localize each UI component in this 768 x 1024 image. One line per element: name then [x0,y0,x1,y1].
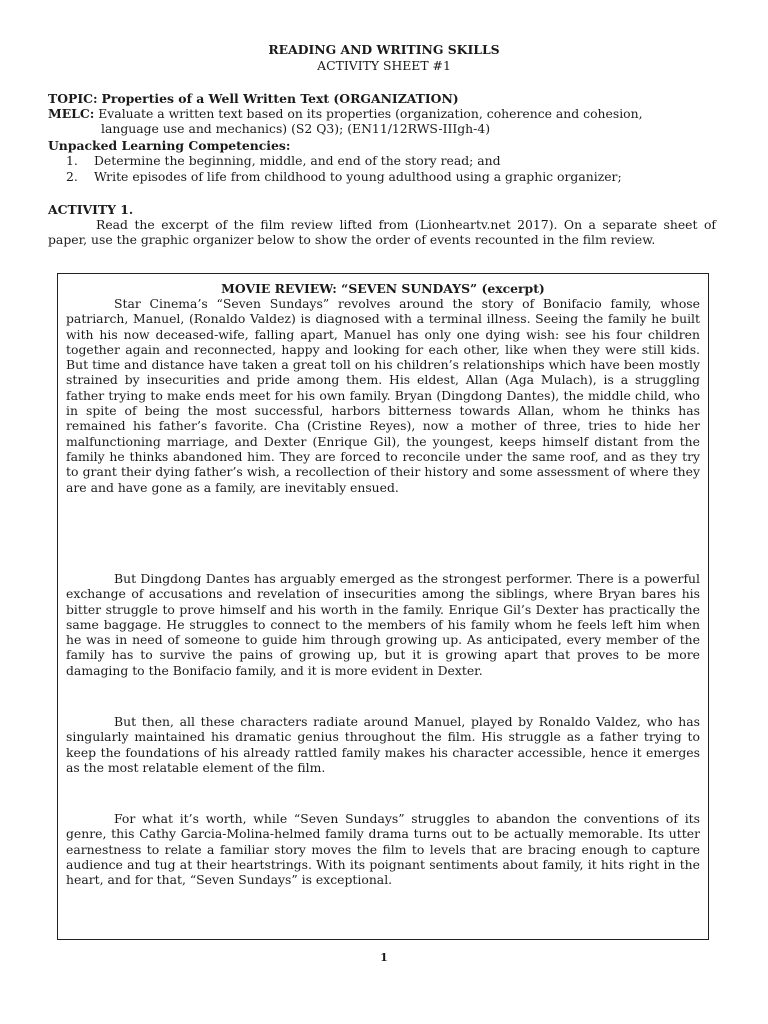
activity-instructions: Read the excerpt of the film review lifted from (Lionheartv.net 2017). On a separate sheet of paper, use the graphic organizer below to show the order of events recounted in the film review. [48,217,716,248]
competency-item [66,153,746,168]
competency-number: 1. [66,153,78,168]
review-paragraph: For what it’s worth, while “Seven Sundays” struggles to abandon the conventions of its genre, this Cathy Garcia-Molina-helmed family drama turns out to be actually memorable. Its utter earnestness to relate a familiar story moves the film to levels that are bracing enough to capture audience and tug at their heartstrings. With its poignant sentiments about family, it hits right in the heart, and for that, “Seven Sundays” is exceptional. [66,811,700,888]
document-title: READING AND WRITING SKILLS [268,42,500,57]
document-subtitle: ACTIVITY SHEET #1 [317,58,451,73]
melc-line-2: language use and mechanics) (S2 Q3); (EN11/12RWS-IIIgh-4) [101,121,491,137]
competency-number: 2. [66,169,78,184]
activity-heading: ACTIVITY 1. [48,202,134,217]
review-paragraph: Star Cinema’s “Seven Sundays” revolves around the story of Bonifacio family, whose patriarch, Manuel, (Ronaldo Valdez) is diagnosed with a terminal illness. Seeing the family he built with his now deceased-wife, falling apart, Manuel has only one dying wish: see his four children together again and reconnected, happy and looking for each other, like when they were still kids. But time and distance have taken a great toll on his children’s relationships which have been mostly strained by insecurities and pride among them. His eldest, Allan (Aga Mulach), is a struggling father trying to make ends meet for his own family. Bryan (Dingdong Dantes), the middle child, who in spite of being the most successful, harbors bitterness towards Allan, whom he thinks has remained his father’s favorite. Cha (Cristine Reyes), now a mother of three, tries to hide her malfunctioning marriage, and Dexter (Enrique Gil), the youngest, keeps himself distant from the family he thinks abandoned him. They are forced to reconcile under the same roof, and as they try to grant their dying father’s wish, a recollection of their history and some assessment of where they are and have gone as a family, are inevitably ensued. [66,296,700,495]
melc-block [48,106,728,137]
topic-label: TOPIC: [48,91,98,106]
melc-label: MELC: [48,106,95,121]
competency-text: Write episodes of life from childhood to young adulthood using a graphic organizer; [94,169,622,184]
competencies-heading: Unpacked Learning Competencies: [48,138,291,153]
page-number: 1 [380,951,388,964]
review-paragraph: But then, all these characters radiate around Manuel, played by Ronaldo Valdez, who has singularly maintained his dramatic genius throughout the film. His struggle as a father trying to keep the foundations of his already rattled family makes his character accessible, hence it emerges as the most relatable element of the film. [66,714,700,775]
review-paragraph: But Dingdong Dantes has arguably emerged as the strongest performer. There is a powerful exchange of accusations and revelation of insecurities among the siblings, where Bryan bares his bitter struggle to prove himself and his worth in the family. Enrique Gil’s Dexter has practically the same baggage. He struggles to connect to the members of his family whom he feels left him when he was in need of someone to guide him through growing up. As anticipated, every member of the family has to survive the pains of growing up, but it is growing apart that proves to be more damaging to the Bonifacio family, and it is more evident in Dexter. [66,571,700,678]
review-title: MOVIE REVIEW: “SEVEN SUNDAYS” (excerpt) [221,281,545,296]
topic-text: Properties of a Well Written Text (ORGANIZATION) [101,91,459,106]
competency-text: Determine the beginning, middle, and end of the story read; and [94,153,501,168]
topic-line [48,91,728,106]
competency-item [66,169,746,184]
melc-line-1: Evaluate a written text based on its properties (organization, coherence and cohesion, [98,106,643,121]
